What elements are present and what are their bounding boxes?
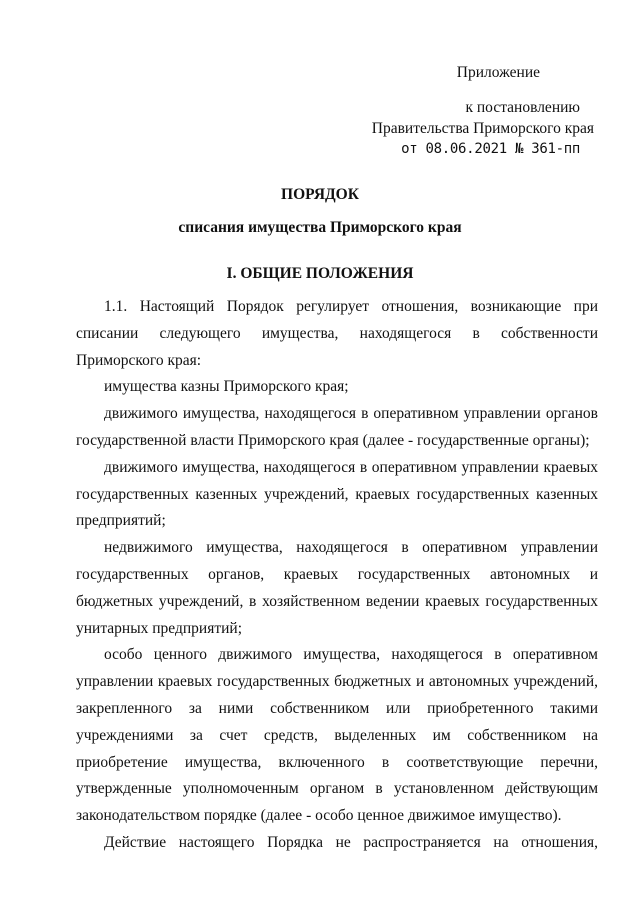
paragraph: 1.1. Настоящий Порядок регулирует отношения, возникающие при списании следующего имущества, находящегося в собственности Приморского края:	[76, 298, 598, 369]
appendix-label: Приложение	[456, 64, 540, 81]
government-name: Правительства Приморского края	[371, 120, 594, 137]
decree-reference: к постановлению	[465, 99, 580, 116]
section-heading: I. ОБЩИЕ ПОЛОЖЕНИЯ	[226, 265, 414, 282]
document-subtitle: списания имущества Приморского края	[178, 219, 462, 236]
paragraph: Действие настоящего Порядка не распространяется на отношения,	[104, 833, 598, 851]
document-body	[76, 294, 598, 857]
appendix-header	[372, 62, 594, 160]
document-title: ПОРЯДОК	[281, 186, 359, 203]
paragraph: движимого имущества, находящегося в оперативном управлении органов государственной власти Приморского края (далее - государственные органы);	[76, 405, 598, 449]
paragraph: особо ценного движимого имущества, находящегося в оперативном управлении краевых государственных бюджетных и автономных учреждений, закрепленного за ними собственником или приобретенного такими учреждениями за счет средств, выделенных им собственником на приобретение имущества, включенного в соответствующие перечни, утвержденные уполномоченным органом в установленном действующим законодательством порядке (далее - особо ценное движимое имущество).	[76, 646, 598, 825]
decree-date-number: от 08.06.2021 № 361-пп	[401, 141, 580, 157]
paragraph: имущества казны Приморского края;	[104, 378, 349, 396]
paragraph: недвижимого имущества, находящегося в оперативном управлении государственных органов, краевых государственных автономных и бюджетных учреждений, в хозяйственном ведении краевых государственных унитарных предприятий;	[76, 539, 598, 637]
paragraph: движимого имущества, находящегося в оперативном управлении краевых государственных казенных учреждений, краевых государственных казенных предприятий;	[76, 458, 598, 530]
